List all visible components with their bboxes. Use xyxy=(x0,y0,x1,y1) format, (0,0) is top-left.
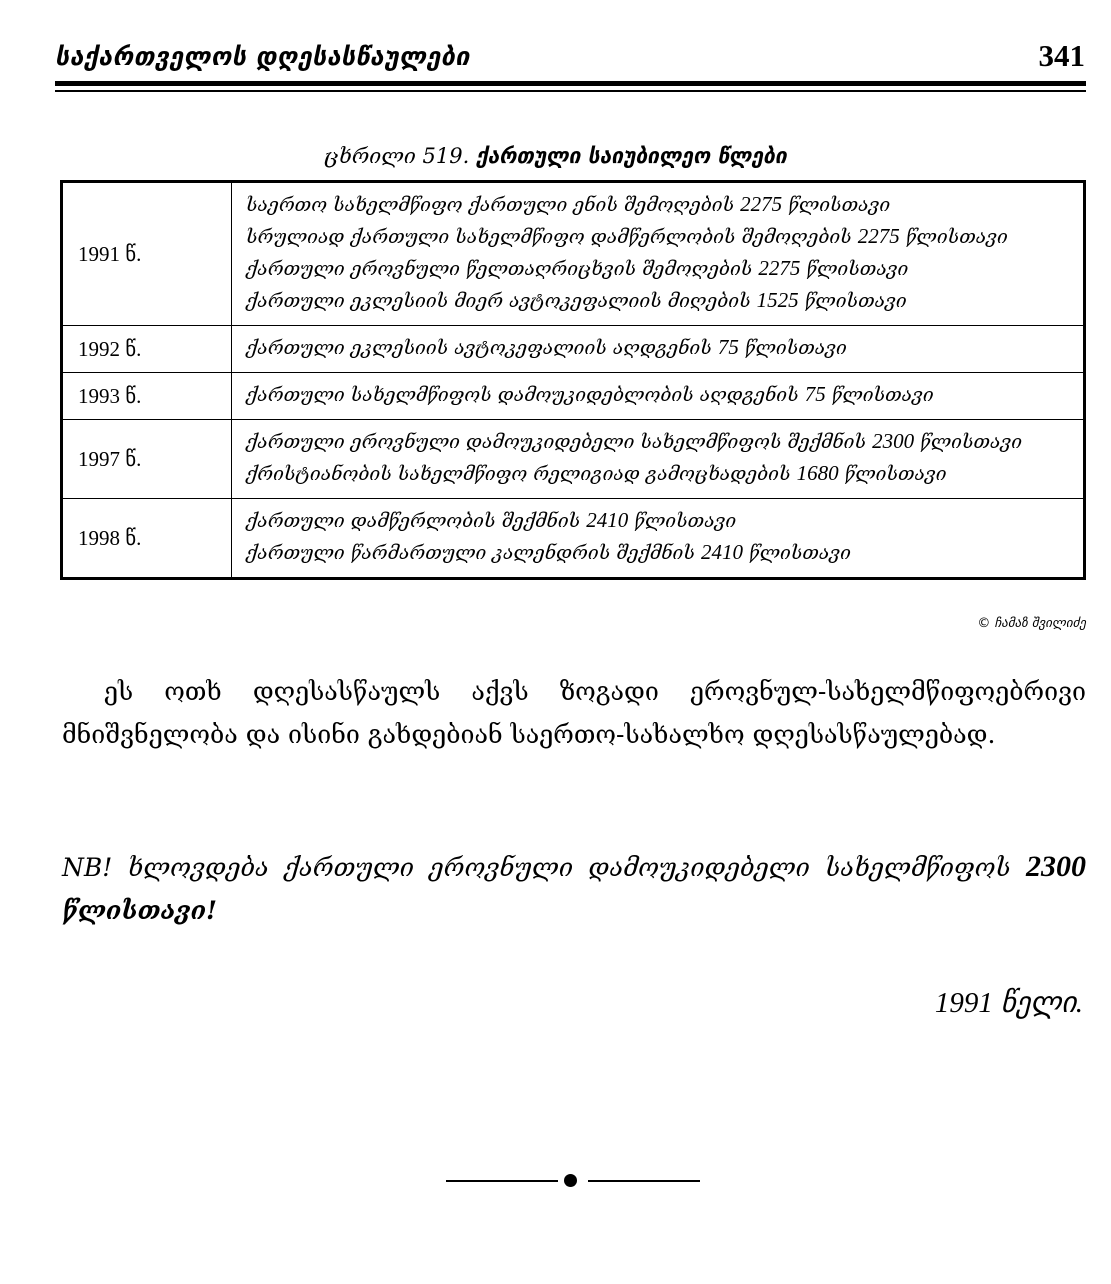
year-cell: 1992 წ. xyxy=(62,326,232,373)
year-cell: 1998 წ. xyxy=(62,499,232,579)
events-cell xyxy=(232,326,1085,373)
event-item xyxy=(246,332,1071,364)
event-suffix: წლისთავი xyxy=(628,510,737,532)
event-item xyxy=(246,537,1071,569)
paragraph-text: ეს ოთხ დღესასწაულს აქვს ზოგადი ეროვნულ-სახელმწიფოებრივი მნიშვნელობა და ისინი გახდებიან საერთო-სახალხო დღესასწაულებად. xyxy=(62,677,1086,749)
event-item xyxy=(246,458,1071,490)
copyright-note: © ჩამაზ შვილიძე xyxy=(977,616,1086,631)
event-text: ქართული ეროვნული დამოუკიდებელი სახელმწიფოს შექმნის xyxy=(246,431,873,453)
event-suffix: წლისთავი xyxy=(838,463,947,485)
ornament-line-left xyxy=(446,1180,558,1182)
event-text: ქართული სახელმწიფოს დამოუკიდებლობის აღდგენის xyxy=(246,384,805,406)
nb-note xyxy=(62,845,1086,932)
event-years: 2410 xyxy=(586,508,629,532)
nb-tail: წლისთავი! xyxy=(62,896,218,925)
header-rule-thin xyxy=(55,90,1086,92)
table-number: ცხრილი 519. xyxy=(324,144,470,168)
body-paragraph xyxy=(62,670,1086,756)
event-text: ქართული წარმართული კალენდრის შექმნის xyxy=(246,542,701,564)
event-text: ქართული დამწერლობის შექმნის xyxy=(246,510,587,532)
event-suffix: წლისთავი xyxy=(899,226,1008,248)
event-years: 2300 xyxy=(872,429,915,453)
nb-label: NB! xyxy=(62,853,113,882)
running-title: საქართველოს დღესასწაულები xyxy=(55,42,470,71)
event-suffix: წლისთავი xyxy=(782,194,891,216)
nb-number: 2300 xyxy=(1026,850,1086,883)
event-years: 75 xyxy=(804,382,826,406)
signature-year: 1991 წელი. xyxy=(934,987,1083,1019)
event-suffix: წლისთავი xyxy=(798,290,907,312)
event-suffix: წლისთავი xyxy=(742,542,851,564)
nb-text: ხლოვდება ქართული ეროვნული დამოუკიდებელი სახელმწიფოს xyxy=(112,853,1026,882)
page-number: 341 xyxy=(1038,38,1085,73)
event-text: საერთო სახელმწიფო ქართული ენის შემოღების xyxy=(246,194,741,216)
event-item xyxy=(246,253,1071,285)
event-years: 1525 xyxy=(756,288,799,312)
event-text: ქართული ეროვნული წელთაღრიცხვის შემოღების xyxy=(246,258,759,280)
event-item xyxy=(246,285,1071,317)
header-rule-thick xyxy=(55,81,1086,86)
table-row xyxy=(62,420,1085,499)
table-row xyxy=(62,499,1085,579)
event-suffix: წლისთავი xyxy=(738,337,847,359)
events-cell xyxy=(232,373,1085,420)
table-row xyxy=(62,182,1085,326)
events-cell xyxy=(232,499,1085,579)
event-years: 2275 xyxy=(740,192,783,216)
event-item xyxy=(246,426,1071,458)
table-title: ქართული საიუბილეო წლები xyxy=(475,144,787,168)
event-item xyxy=(246,221,1071,253)
event-years: 75 xyxy=(717,335,739,359)
event-item xyxy=(246,189,1071,221)
ornament-dot xyxy=(564,1174,577,1187)
event-item xyxy=(246,505,1071,537)
year-cell: 1991 წ. xyxy=(62,182,232,326)
table-row xyxy=(62,326,1085,373)
event-text: სრულიად ქართული სახელმწიფო დამწერლობის შემოღების xyxy=(246,226,858,248)
event-item xyxy=(246,379,1071,411)
event-suffix: წლისთავი xyxy=(800,258,909,280)
year-cell: 1997 წ. xyxy=(62,420,232,499)
event-text: ქართული ეკლესიის ავტოკეფალიის აღდგენის xyxy=(246,337,718,359)
event-suffix: წლისთავი xyxy=(914,431,1023,453)
year-cell: 1993 წ. xyxy=(62,373,232,420)
events-cell xyxy=(232,182,1085,326)
event-text: ქრისტიანობის სახელმწიფო რელიგიად გამოცხადების xyxy=(246,463,797,485)
ornament-line-right xyxy=(588,1180,700,1182)
table-caption xyxy=(0,144,1111,168)
event-years: 2275 xyxy=(758,256,801,280)
event-years: 1680 xyxy=(796,461,839,485)
jubilee-table xyxy=(60,180,1086,580)
event-text: ქართული ეკლესიის მიერ ავტოკეფალიის მიღების xyxy=(246,290,757,312)
events-cell xyxy=(232,420,1085,499)
table-row xyxy=(62,373,1085,420)
page-header xyxy=(55,38,1085,78)
event-years: 2275 xyxy=(857,224,900,248)
event-years: 2410 xyxy=(700,540,743,564)
event-suffix: წლისთავი xyxy=(825,384,934,406)
